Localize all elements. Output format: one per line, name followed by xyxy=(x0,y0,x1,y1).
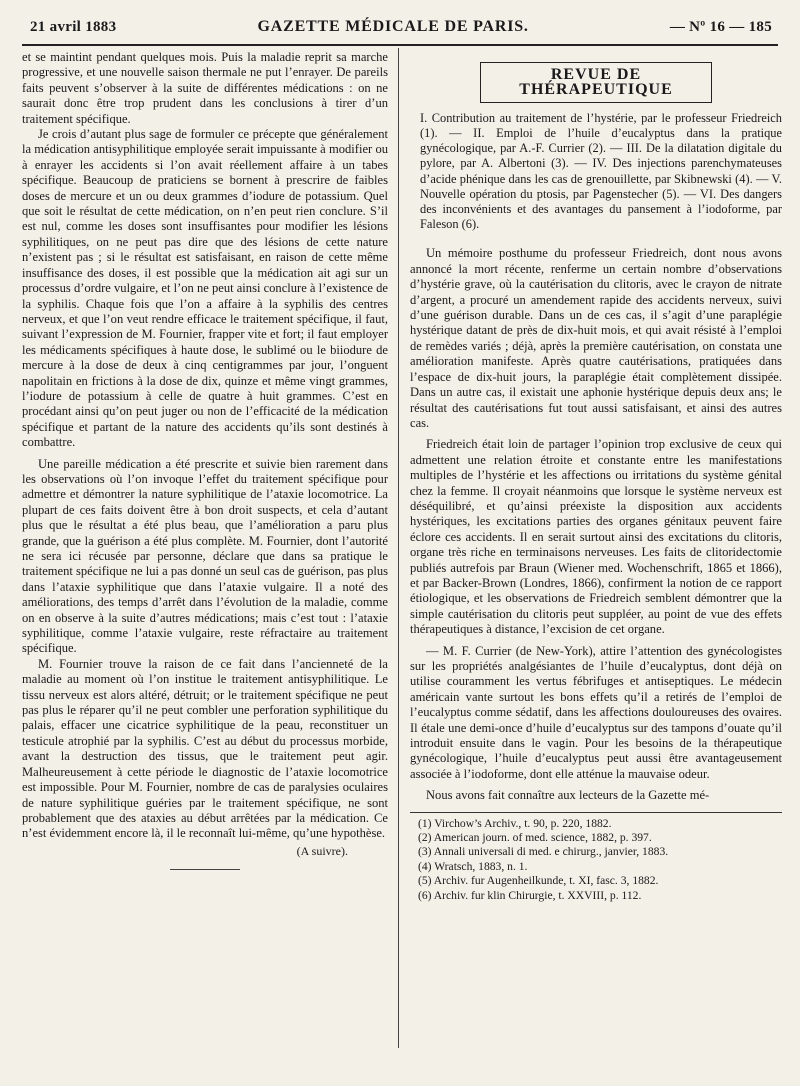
issue-date: 21 avril 1883 xyxy=(30,18,117,35)
footnote: (3) Annali universali di med. e chirurg., janvier, 1883. xyxy=(418,845,669,859)
end-rule xyxy=(170,869,240,870)
column-divider xyxy=(398,48,399,1048)
footnote: (1) Virchow’s Archiv., t. 90, p. 220, 1882. xyxy=(418,816,612,830)
footnote-rule xyxy=(410,812,782,813)
table-of-contents xyxy=(410,111,782,233)
footnotes xyxy=(410,817,782,903)
footnote: (5) Archiv. fur Augenheilkunde, t. XI, fasc. 3, 1882. xyxy=(418,874,659,888)
footnote: (2) American journ. of med. science, 1882, p. 397. xyxy=(418,831,652,845)
paragraph: Une pareille médication a été prescrite et suivie bien rarement dans les observations où l’on invoque l’effet du traitement spécifique pour admettre et démontrer la nature syphilitique de l’ataxie locomotrice. La plupart de ces faits doivent être à bon droit suspects, et cela d’autant plus que le résultat a été plus beau, que l’amélioration a paru plus grande, que la guérison a été plus complète. M. Fournier, dont l’autorité ne sera ici récusée par personne, déclare que dans sa pratique le traitement spécifique ne lui a pas donné un seul cas de guérison, pas plus dans l’ataxie syphilitique que dans l’ataxie vulgaire. Il a noté des améliorations, des temps d’arrêt dans l’évolution de la maladie, comme on en observe à la suite d’autres médications; mais c’est tout : l’ataxie syphilitique, comme l’ataxie vulgaire, reste réfractaire au traitement spécifique. xyxy=(22,456,388,656)
page-header xyxy=(30,14,772,40)
header-rule xyxy=(22,44,778,46)
left-column xyxy=(22,50,388,1040)
journal-title: GAZETTE MÉDICALE DE PARIS. xyxy=(257,18,529,35)
paragraph: Un mémoire posthume du professeur Friedreich, dont nous avons annoncé la mort récente, renferme un certain nombre d’observations d’hystérie grave, où la cautérisation du clitoris, avec le crayon de nitrate d’argent, a procuré un amendement rapide des accidents nerveux, suivi d’une guérison durable. Dans un de ces cas, il s’agit d’une paraplégie hystérique datant de près de dix-huit mois, et qui avait résisté à l’emploi de remèdes variés ; déjà, après la première cautérisation, on constata une amélioration manifeste. Après quatre cautérisations, pratiquées dans l’espace de dix-huit jours, la paraplégie était complètement dissipée. Dans un autre cas, il existait une aphonie hystérique depuis deux ans; le résultat des cautérisations fut tout aussi satisfaisant, et ainsi des autres cas. xyxy=(410,246,782,430)
paragraph: Friedreich était loin de partager l’opinion trop exclusive de ceux qui admettent une relation étroite et constante entre les manifestations multiples de l’hystérie et les affections ou irritations du système génital chez la femme. Il croyait néanmoins que lorsque le système nerveux est déséquilibré, et qu’ainsi préexiste la disposition aux accidents hystériques, les excitations parties des organes génitaux peuvent faire éclore ces accidents. Il en serait surtout ainsi des excitations du clitoris, organe très riche en terminaisons nerveuses. Les faits de clitoridectomie publiés autrefois par Braun (Wiener med. Wochenschrift, 1865 et 1866), et par Backer-Brown (Londres, 1866), confirment la notion de ce rapport étiologique, et les observations de Friedreich semblent démontrer que la simple cautérisation du clitoris peut suppléer, au point de vue des effets thérapeutiques à distance, l’excision de cet organe. xyxy=(410,437,782,637)
section-title: REVUE DE THÉRAPEUTIQUE xyxy=(480,62,712,103)
paragraph: — M. F. Currier (de New-York), attire l’attention des gynécologistes sur les propriétés analgésiantes de l’huile d’eucalyptus, dont déjà on utilise couramment les vertus fébrifuges et antiseptiques. Le médecin américain vante surtout les bons effets qu’il a retirés de l’emploi de l’eucalyptus comme sédatif, dans les affections douloureuses des ovaires. Il étale une demi-once d’huile d’eucalyptus sur des tampons d’ouate qu’il introduit ensuite dans le vagin. Pour les besoins de la thérapeutique gynécologique, l’huile d’eucalyptus peut aussi être avantageusement associée à l’iodoforme, dont elle atténue la mauvaise odeur. xyxy=(410,643,782,781)
paragraph: M. Fournier trouve la raison de ce fait dans l’ancienneté de la maladie au moment où l’on institue le traitement antisyphilitique. Le tissu nerveux est alors altéré, détruit; or le traitement spécifique ne peut pas plus le réparer qu’il ne peut combler une perforation syphilitique du palais, effacer une cicatrice syphilitique de la peau, reconstituer un testicule atrophié par la syphilis. C’est au début du processus morbide, avant la destruction des tissus, que le traitement peut agir. Malheureusement à cette période le diagnostic de l’ataxie locomotrice est impossible. Pour M. Fournier, nombre de cas de paralysies oculaires de nature syphilitique guéries par le traitement spécifique, ne sont probablement que des ataxies au début arrêtées par la médication. Ce n’est évidemment encore là, il le reconnaît lui-même, qu’une hypothèse. xyxy=(22,656,388,841)
issue-page-number: — Nº 16 — 185 xyxy=(669,18,772,35)
to-be-continued: (A suivre). xyxy=(296,843,348,858)
right-column xyxy=(410,50,782,1070)
paragraph: et se maintint pendant quelques mois. Puis la maladie reprit sa marche progressive, et une nouvelle saison thermale ne put l’enrayer. De pareils faits peuvent s’observer à la suite de différentes médications : on ne saurait donc être trop prudent dans les conclusions à tirer d’un traitement spécifique. xyxy=(22,50,388,126)
footnote: (4) Wratsch, 1883, n. 1. xyxy=(418,859,528,873)
footnote: (6) Archiv. fur klin Chirurgie, t. XXVIII, p. 112. xyxy=(418,888,642,902)
paragraph: Nous avons fait connaître aux lecteurs de la Gazette mé- xyxy=(426,788,710,803)
paragraph: Je crois d’autant plus sage de formuler ce précepte que généralement la médication antisyphilitique employée serait impuissante à modifier ou à enrayer les accidents si l’on avait réellement affaire à un tabes spécifique. Beaucoup de praticiens se bornent à prescrire de faibles doses de mercure et un ou deux grammes d’iodure de potassium. Quel que soit le résultat de cette médication, on n’en peut rien conclure. S’il est nul, comme les doses sont insuffisantes pour modifier les lésions syphilitiques, on ne peut pas dire que des lésions de cette nature n’existent pas ; si le résultat est satisfaisant, en raison de cette même insuffisance des doses, il est possible que la médication ait agi sur un processus d’ordre vulgaire, et l’on ne peut ainsi conclure à l’existence de la syphilis. Chaque fois que l’on a affaire à la syphilis des centres nerveux, et que l’on veut rendre efficace le traitement spécifique, il faut, suivant l’expression de M. Fournier, frapper vite et fort; il faut employer les médicaments spécifiques à haute dose, le sublimé ou le biiodure de mercure à la dose de deux à cinq centigrammes par jour, l’onguent napolitain en frictions à la dose de dix, quinze et même vingt grammes, l’iodure de potassium à celle de quatre à huit grammes. C’est en procédant ainsi qu’on peut juger ou non de l’efficacité de la médication spécifique et partant de la nature des accidents qu’ils sont destinés à combattre. xyxy=(22,127,388,450)
toc-text: I. Contribution au traitement de l’hystérie, par le professeur Friedreich (1). — II. Emploi de l’huile d’eucalyptus dans la pratique gynécologique, par A.-F. Currier (2). — III. De la dilatation digitale du pylore, par A. Albertoni (3). — IV. Des injections parenchymateuses d’acide phénique dans les cas de grenouillette, par Skibnewski (4). — V. Nouvelle opération du ptosis, par Pagenstecher (5). — VI. Des dangers des inconvénients et des avantages du pansement à l’iodoforme, par Faleson (6). xyxy=(420,110,782,232)
